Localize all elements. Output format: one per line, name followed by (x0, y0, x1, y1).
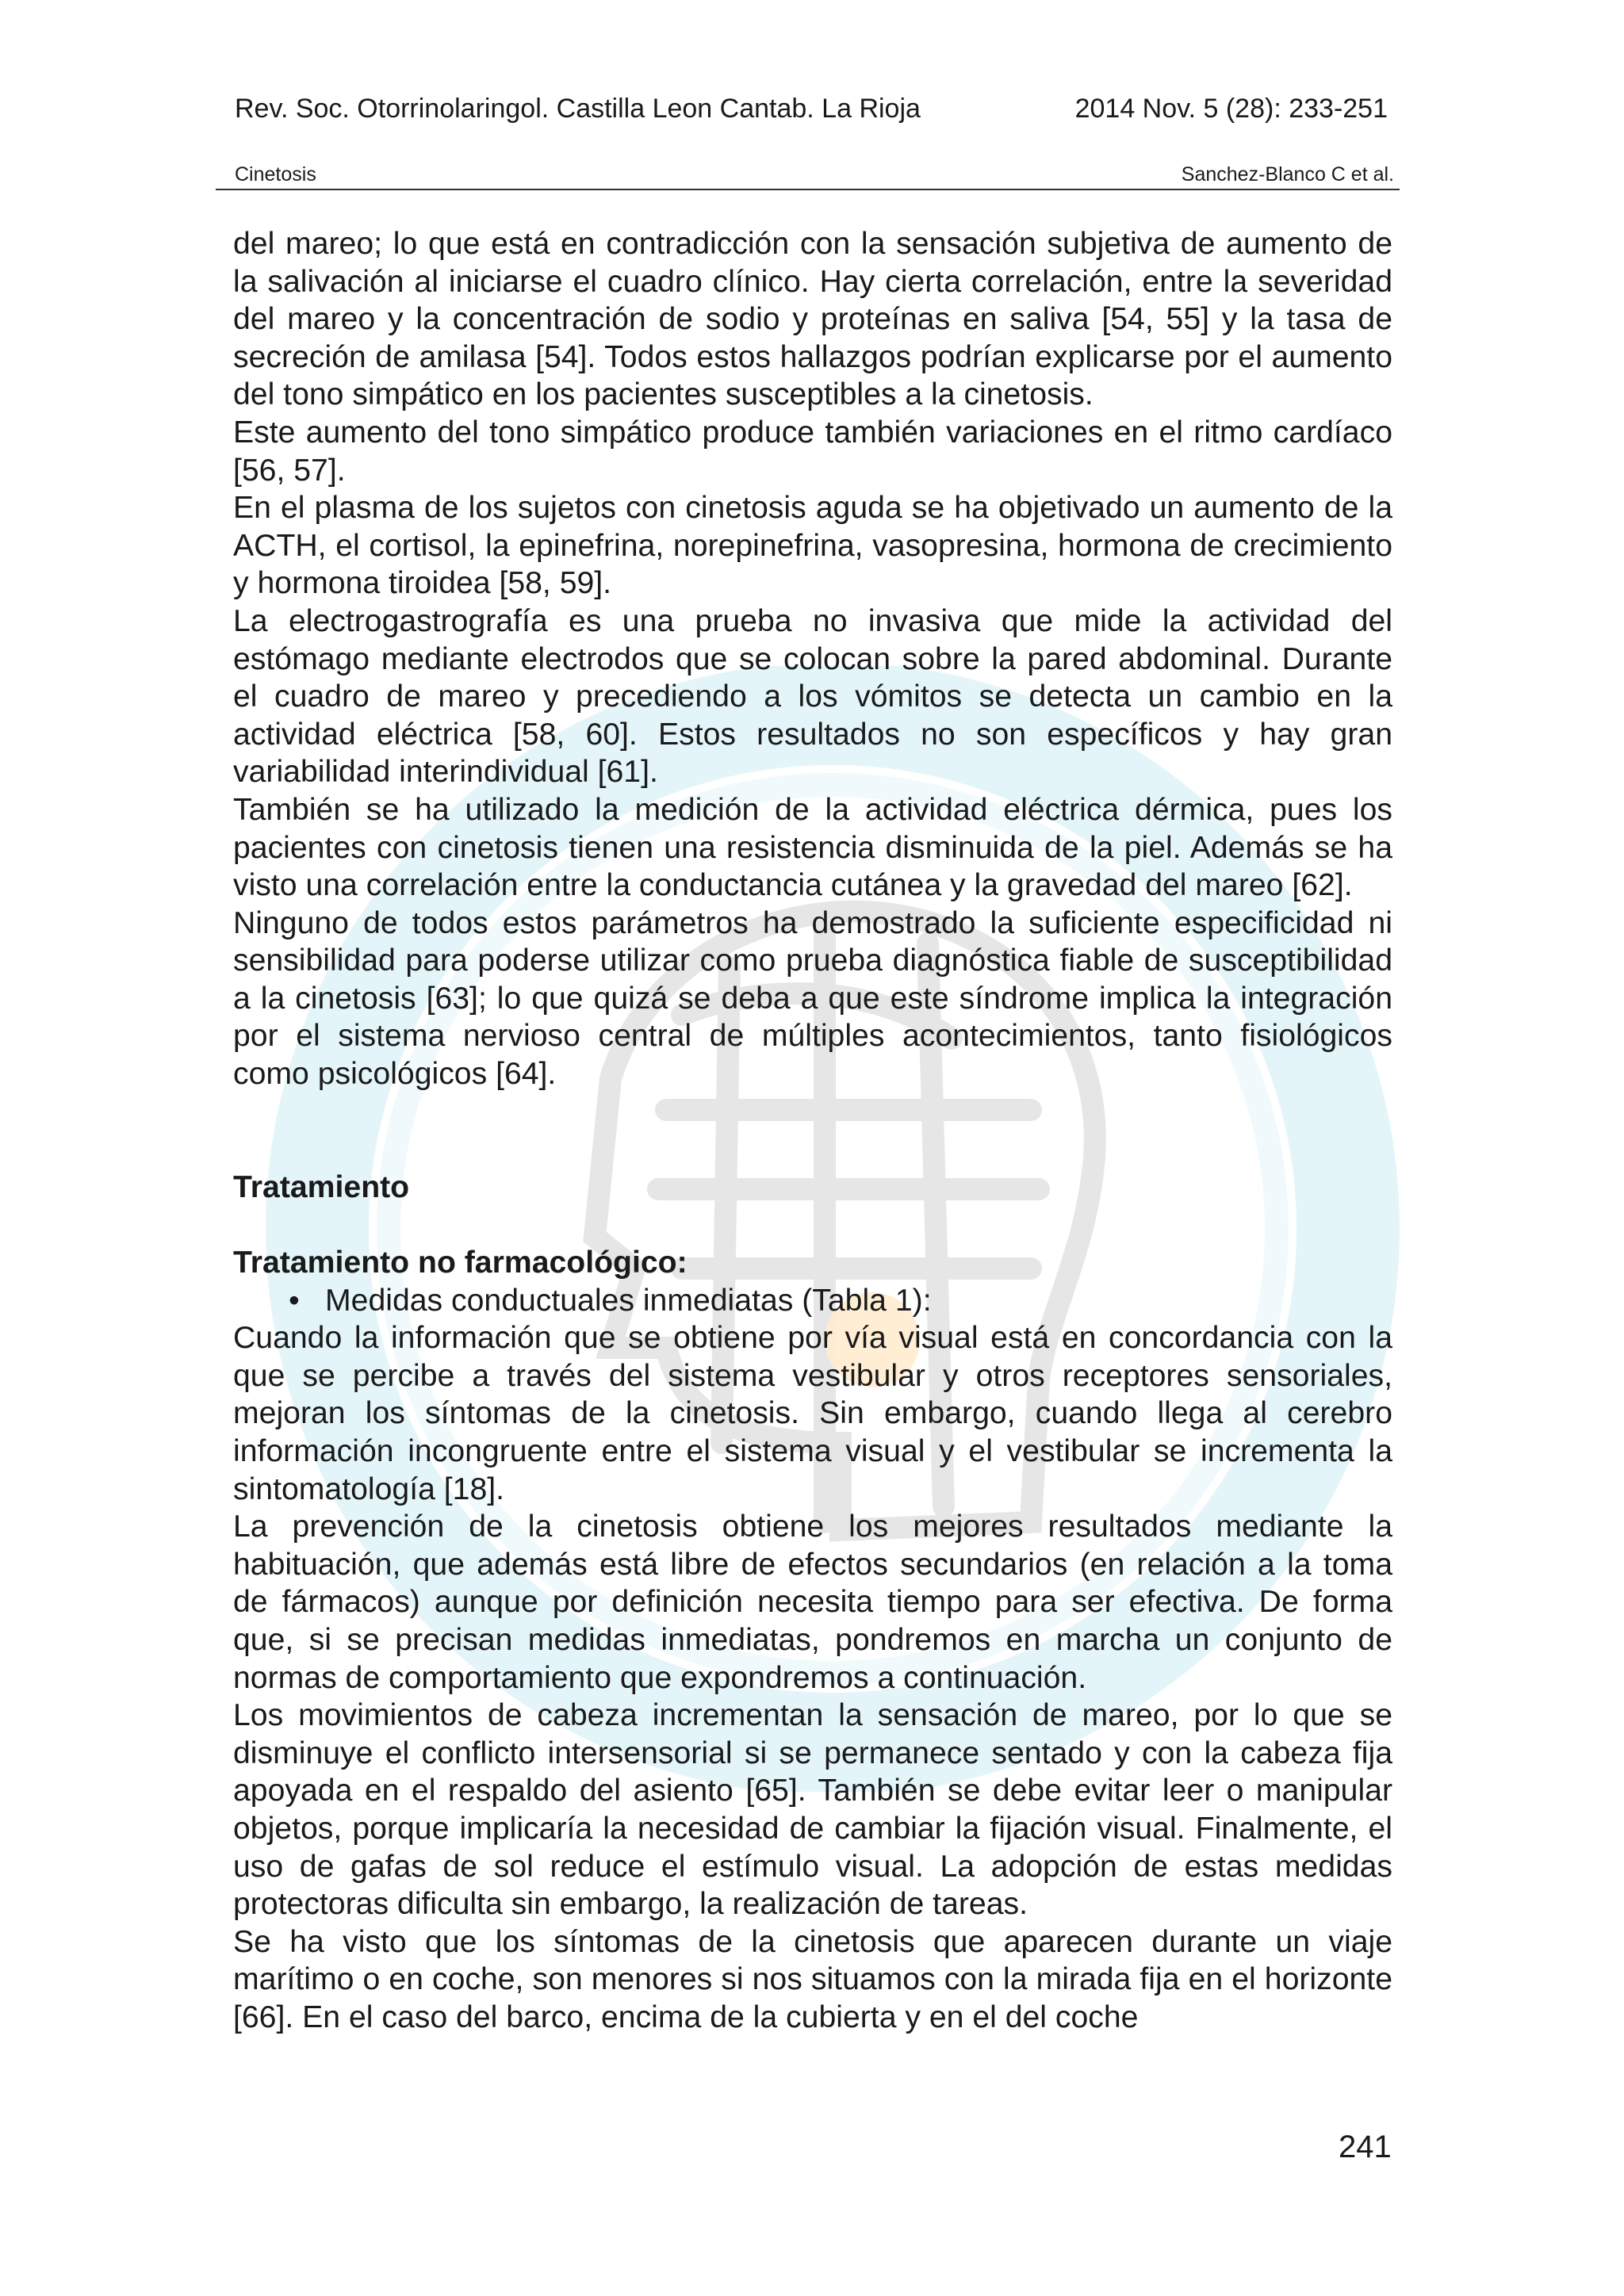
bullet-item (233, 1282, 1392, 1320)
paragraph: Cuando la información que se obtiene por vía visual está en concordancia con la que se percibe a través del sistema vestibular y otros receptores sensoriales, mejoran los síntomas de la cinetosis. Sin embargo, cuando llega al cerebro información incongruente entre el sistema visual y el vestibular se incrementa la sintomatología [18]. (233, 1321, 1392, 1506)
paragraph: La electrogastrografía es una prueba no invasiva que mide la actividad del estómago mediante electrodos que se colocan sobre la pared abdominal. Durante el cuadro de mareo y precediendo a los vómitos se detecta un cambio en la actividad eléctrica [58, 60]. Estos resultados no son específicos y hay gran variabilidad interindividual [61]. (233, 603, 1392, 790)
article-body (233, 225, 1392, 2037)
paragraph: Este aumento del tono simpático produce también variaciones en el ritmo cardíaco [56, 57]. (233, 415, 1392, 488)
section-heading: Tratamiento (233, 1169, 410, 1204)
running-header (235, 94, 1388, 138)
bullet-text: Medidas conductuales inmediatas (Tabla 1): (325, 1283, 932, 1318)
page-number: 241 (1339, 2130, 1392, 2164)
paragraph: En el plasma de los sujetos con cinetosis aguda se ha objetivado un aumento de la ACTH, el cortisol, la epinefrina, norepinefrina, vasopresina, hormona de crecimiento y hormona tiroidea [58, 59]. (233, 491, 1392, 601)
paragraph: Los movimientos de cabeza incrementan la sensación de mareo, por lo que se disminuye el conflicto intersensorial si se permanece sentado y con la cabeza fija apoyada en el respaldo del asiento [65]. También se debe evitar leer o manipular objetos, porque implicaría la necesidad de cambiar la fijación visual. Finalmente, el uso de gafas de sol reduce el estímulo visual. La adopción de estas medidas protectoras dificulta sin embargo, la realización de tareas. (233, 1698, 1392, 1922)
section-name: Cinetosis (235, 163, 316, 186)
author-line: Sanchez-Blanco C et al. (1181, 163, 1394, 186)
paragraph: También se ha utilizado la medición de la actividad eléctrica dérmica, pues los pacientes con cinetosis tienen una resistencia disminuida de la piel. Además se ha visto una correlación entre la conductancia cutánea y la gravedad del mareo [62]. (233, 792, 1392, 903)
header-rule (216, 189, 1400, 190)
bullet-icon: • (289, 1283, 300, 1318)
paragraph: La prevención de la cinetosis obtiene los mejores resultados mediante la habituación, que además está libre de efectos secundarios (en relación a la toma de fármacos) aunque por definición necesita tiempo para ser efectiva. De forma que, si se precisan medidas inmediatas, pondremos en marcha un conjunto de normas de comportamiento que expondremos a continuación. (233, 1510, 1392, 1695)
running-subheader (235, 163, 1394, 190)
paragraph: Se ha visto que los síntomas de la cinetosis que aparecen durante un viaje marítimo o en coche, son menores si nos situamos con la mirada fija en el horizonte [66]. En el caso del barco, encima de la cubierta y en el del coche (233, 1924, 1392, 2034)
paragraph: del mareo; lo que está en contradicción con la sensación subjetiva de aumento de la salivación al iniciarse el cuadro clínico. Hay cierta correlación, entre la severidad del mareo y la concentración de sodio y proteínas en saliva [54, 55] y la tasa de secreción de amilasa [54]. Todos estos hallazgos podrían explicarse por el aumento del tono simpático en los pacientes susceptibles a la cinetosis. (233, 227, 1392, 412)
journal-title: Rev. Soc. Otorrinolaringol. Castilla Leon Cantab. La Rioja (235, 94, 921, 124)
subsection-heading: Tratamiento no farmacológico: (233, 1246, 688, 1280)
paragraph: Ninguno de todos estos parámetros ha demostrado la suficiente especificidad ni sensibilidad para poderse utilizar como prueba diagnóstica fiable de susceptibilidad a la cinetosis [63]; lo que quizá se deba a que este síndrome implica la integración por el sistema nervioso central de múltiples acontecimientos, tanto fisiológicos como psicológicos [64]. (233, 905, 1392, 1092)
issue-info: 2014 Nov. 5 (28): 233-251 (1074, 94, 1388, 124)
